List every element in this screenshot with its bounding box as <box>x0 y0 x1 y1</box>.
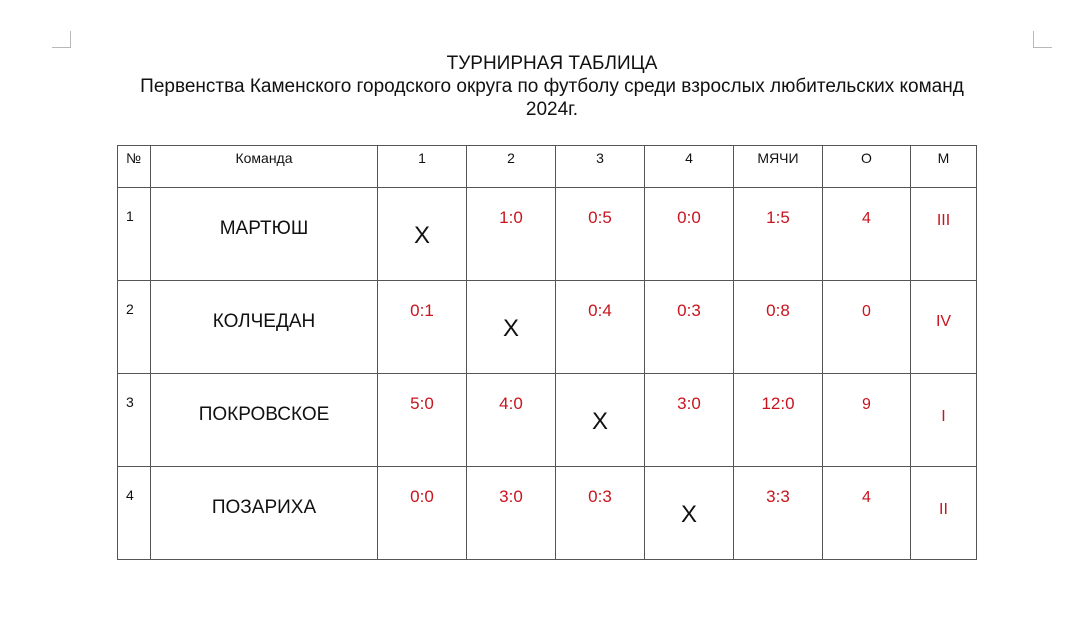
self-match-mark: Х <box>680 501 697 528</box>
row-num: 3 <box>118 374 151 467</box>
team-name: ПОКРОВСКОЕ <box>198 404 330 425</box>
self-match-cell <box>645 467 734 560</box>
team-name-cell <box>151 467 378 560</box>
points-cell <box>823 467 911 560</box>
result-cell <box>556 188 645 281</box>
document-subtitle: Первенства Каменского городского округа по футболу среди взрослых любительских команд <box>140 76 964 97</box>
header-points: О <box>823 146 911 188</box>
result-cell <box>467 374 556 467</box>
goals-cell <box>734 374 823 467</box>
result-cell <box>378 467 467 560</box>
header-col-2: 2 <box>467 146 556 188</box>
header-row <box>118 146 977 188</box>
standings-table <box>117 145 977 560</box>
table-row <box>118 374 977 467</box>
team-name: ПОЗАРИХА <box>211 497 317 518</box>
points-cell <box>823 281 911 374</box>
result-value: 0:1 <box>410 301 434 320</box>
result-value: 5:0 <box>410 394 434 413</box>
result-value: 0:0 <box>677 208 701 227</box>
place-value: II <box>939 501 948 518</box>
result-cell <box>378 281 467 374</box>
table-row <box>118 188 977 281</box>
result-cell <box>467 467 556 560</box>
goals-cell <box>734 281 823 374</box>
team-name-cell <box>151 281 378 374</box>
goals-cell <box>734 467 823 560</box>
points-value: 4 <box>862 210 871 227</box>
document-year: 2024г. <box>525 99 579 120</box>
row-num: 1 <box>118 188 151 281</box>
self-match-cell <box>467 281 556 374</box>
header-place: М <box>911 146 977 188</box>
place-cell <box>911 374 977 467</box>
header-col-3: 3 <box>556 146 645 188</box>
header-col-1: 1 <box>378 146 467 188</box>
team-name-cell <box>151 188 378 281</box>
points-cell <box>823 374 911 467</box>
page-corner-mark-right <box>1033 31 1052 48</box>
document-title-block <box>40 52 1064 121</box>
points-value: 0 <box>862 303 871 320</box>
result-value: 0:3 <box>588 487 612 506</box>
self-match-mark: Х <box>591 408 608 435</box>
team-name: МАРТЮШ <box>219 218 309 239</box>
page-corner-mark-left <box>52 31 71 48</box>
goals-value: 12:0 <box>761 394 795 413</box>
self-match-mark: Х <box>502 315 519 342</box>
place-value: IV <box>935 313 952 330</box>
result-cell <box>556 281 645 374</box>
result-value: 4:0 <box>499 394 523 413</box>
result-value: 3:0 <box>499 487 523 506</box>
place-cell <box>911 188 977 281</box>
self-match-cell <box>556 374 645 467</box>
points-value: 4 <box>862 489 871 506</box>
result-cell <box>645 188 734 281</box>
goals-value: 3:3 <box>766 487 790 506</box>
table-row <box>118 281 977 374</box>
result-cell <box>645 281 734 374</box>
result-cell <box>556 467 645 560</box>
header-col-4: 4 <box>645 146 734 188</box>
result-cell <box>378 374 467 467</box>
row-num: 2 <box>118 281 151 374</box>
result-cell <box>645 374 734 467</box>
team-name: КОЛЧЕДАН <box>212 311 316 332</box>
place-value: I <box>941 408 946 425</box>
place-value: III <box>936 212 951 229</box>
result-value: 1:0 <box>499 208 523 227</box>
header-team: Команда <box>151 146 378 188</box>
row-num: 4 <box>118 467 151 560</box>
place-cell <box>911 467 977 560</box>
goals-value: 1:5 <box>766 208 790 227</box>
header-num: № <box>118 146 151 188</box>
points-cell <box>823 188 911 281</box>
result-value: 0:4 <box>588 301 612 320</box>
goals-cell <box>734 188 823 281</box>
place-cell <box>911 281 977 374</box>
result-value: 3:0 <box>677 394 701 413</box>
table-row <box>118 467 977 560</box>
goals-value: 0:8 <box>766 301 790 320</box>
team-name-cell <box>151 374 378 467</box>
document-title: ТУРНИРНАЯ ТАБЛИЦА <box>446 53 658 74</box>
header-goals: МЯЧИ <box>734 146 823 188</box>
result-value: 0:3 <box>677 301 701 320</box>
self-match-mark: Х <box>413 222 430 249</box>
self-match-cell <box>378 188 467 281</box>
result-value: 0:5 <box>588 208 612 227</box>
result-value: 0:0 <box>410 487 434 506</box>
points-value: 9 <box>862 396 871 413</box>
result-cell <box>467 188 556 281</box>
